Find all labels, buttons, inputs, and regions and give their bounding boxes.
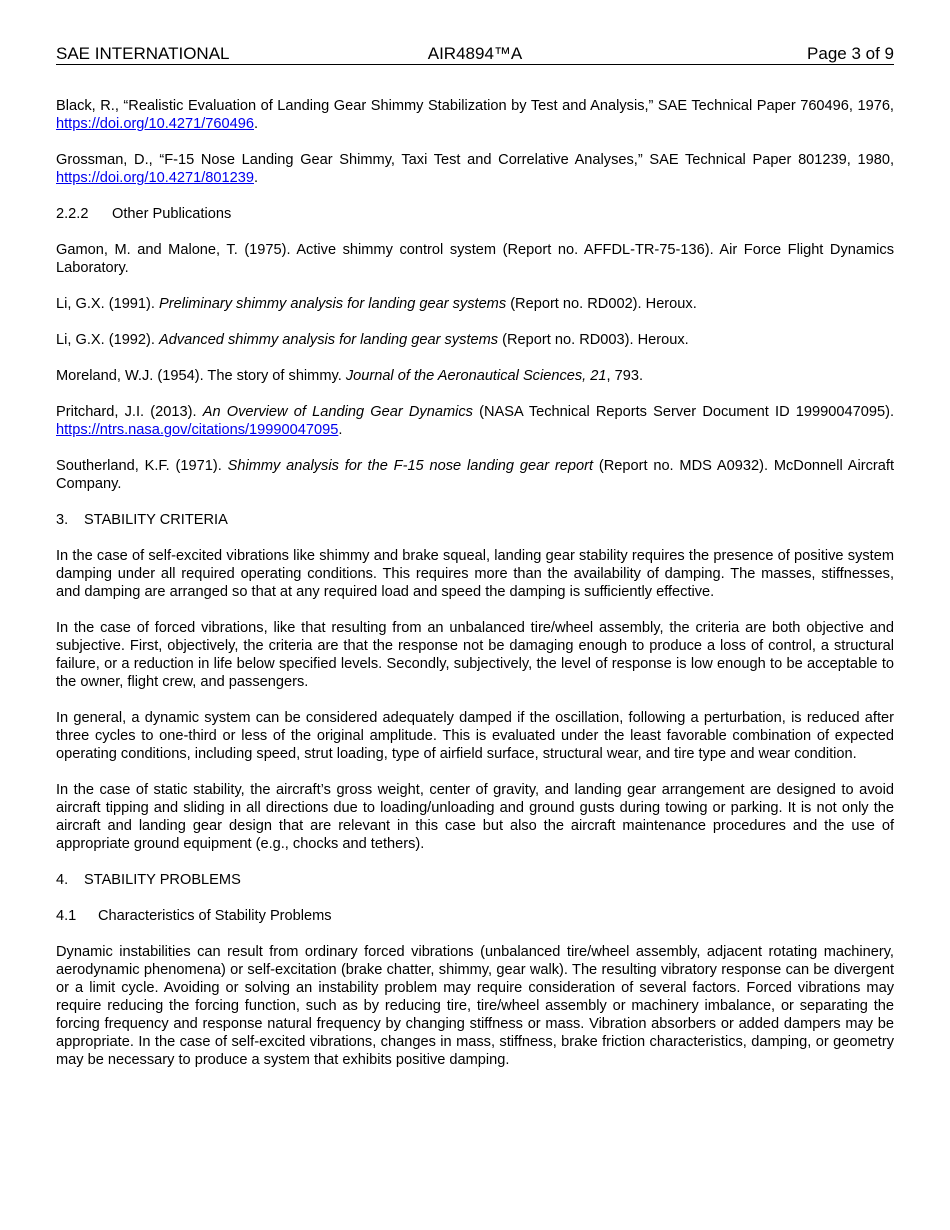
reference-black: Black, R., “Realistic Evaluation of Landing Gear Shimmy Stabilization by Test and Analysis,” SAE Technical Paper 760496, 1976, https://doi.org/10.4271/760496.: [56, 98, 894, 132]
section-title: Other Publications: [112, 206, 232, 222]
section-heading-4-1: [56, 907, 894, 925]
paragraph: In general, a dynamic system can be considered adequately damped if the oscillation, following a perturbation, is reduced after three cycles to one-third or less of the original amplitude. This is evaluated under the least favorable combination of expected operating conditions, including speed, strut loading, type of airfield surface, structural wear, and tire type and wear condition.: [56, 710, 894, 762]
reference-grossman: Grossman, D., “F-15 Nose Landing Gear Shimmy, Taxi Test and Correlative Analyses,” SAE Technical Paper 801239, 1980, https://doi.org/10.4271/801239.: [56, 152, 894, 186]
page-header: [56, 44, 894, 65]
paragraph: In the case of self-excited vibrations like shimmy and brake squeal, landing gear stability requires the presence of positive system damping under all required operating conditions. This requires more than the availability of damping. The masses, stiffnesses, and damping are arranged so that at any required load and speed the damping is sufficiently effective.: [56, 548, 894, 600]
header-organization: SAE INTERNATIONAL: [56, 44, 230, 63]
reference-gamon: Gamon, M. and Malone, T. (1975). Active shimmy control system (Report no. AFFDL-TR-75-136). Air Force Flight Dynamics Laboratory.: [56, 242, 894, 276]
reference-pritchard-link[interactable]: https://ntrs.nasa.gov/citations/19990047095: [56, 422, 339, 438]
reference-pritchard: Pritchard, J.I. (2013). An Overview of Landing Gear Dynamics (NASA Technical Reports Server Document ID 19990047095). https://ntrs.nasa.gov/citations/19990047095.: [56, 404, 894, 438]
reference-li-1991: Li, G.X. (1991). Preliminary shimmy analysis for landing gear systems (Report no. RD002). Heroux.: [56, 296, 697, 312]
document-body: [56, 97, 894, 1087]
paragraph: In the case of static stability, the aircraft’s gross weight, center of gravity, and landing gear arrangement are designed to avoid aircraft tipping and sliding in all directions due to loading/unloading and ground gusts during towing or parking. It is not only the aircraft and landing gear design that are relevant in this case but also the aircraft maintenance procedures and the use of appropriate ground equipment (e.g., chocks and tethers).: [56, 782, 894, 852]
section-title: STABILITY CRITERIA: [84, 512, 228, 528]
header-page-number: Page 3 of 9: [807, 44, 894, 63]
reference-moreland: Moreland, W.J. (1954). The story of shimmy. Journal of the Aeronautical Sciences, 21, 793.: [56, 368, 644, 384]
section-heading-4: [56, 871, 894, 889]
reference-black-link[interactable]: https://doi.org/10.4271/760496: [56, 116, 254, 132]
section-number: 3.: [56, 512, 69, 528]
section-heading-3: [56, 511, 894, 529]
section-heading-2-2-2: [56, 205, 894, 223]
paragraph: Dynamic instabilities can result from ordinary forced vibrations (unbalanced tire/wheel assembly, adjacent rotating machinery, aerodynamic phenomena) or self-excitation (brake chatter, shimmy, gear walk). The resulting vibratory response can be divergent or a limit cycle. Avoiding or solving an instability problem may require consideration of several factors. Forced vibrations may require reducing the forcing function, such as by reducing tire, tire/wheel assembly or machinery imbalance, or separating the forcing frequency and response natural frequency by changing stiffness or mass. Vibration absorbers or added dampers may be appropriate. In the case of self-excited vibrations, changes in mass, stiffness, brake friction characteristics, damping, or geometry may be necessary to produce a system that exhibits positive damping.: [56, 944, 894, 1068]
section-title: STABILITY PROBLEMS: [84, 872, 241, 888]
header-document-number: AIR4894™A: [427, 44, 523, 63]
section-number: 2.2.2: [56, 206, 89, 222]
section-number: 4.: [56, 872, 69, 888]
section-title: Characteristics of Stability Problems: [98, 908, 332, 924]
reference-li-1992: Li, G.X. (1992). Advanced shimmy analysis for landing gear systems (Report no. RD003). Heroux.: [56, 332, 689, 348]
paragraph: In the case of forced vibrations, like that resulting from an unbalanced tire/wheel assembly, the criteria are both objective and subjective. First, objectively, the criteria are that the response not be damaging enough to produce a loss of control, a structural failure, or a reduction in life below specified levels. Secondly, subjectively, the level of response is low enough to be acceptable to the owner, flight crew, and passengers.: [56, 620, 894, 690]
section-number: 4.1: [56, 908, 77, 924]
reference-southerland: Southerland, K.F. (1971). Shimmy analysis for the F-15 nose landing gear report (Report no. MDS A0932). McDonnell Aircraft Company.: [56, 458, 895, 492]
reference-grossman-link[interactable]: https://doi.org/10.4271/801239: [56, 170, 254, 186]
